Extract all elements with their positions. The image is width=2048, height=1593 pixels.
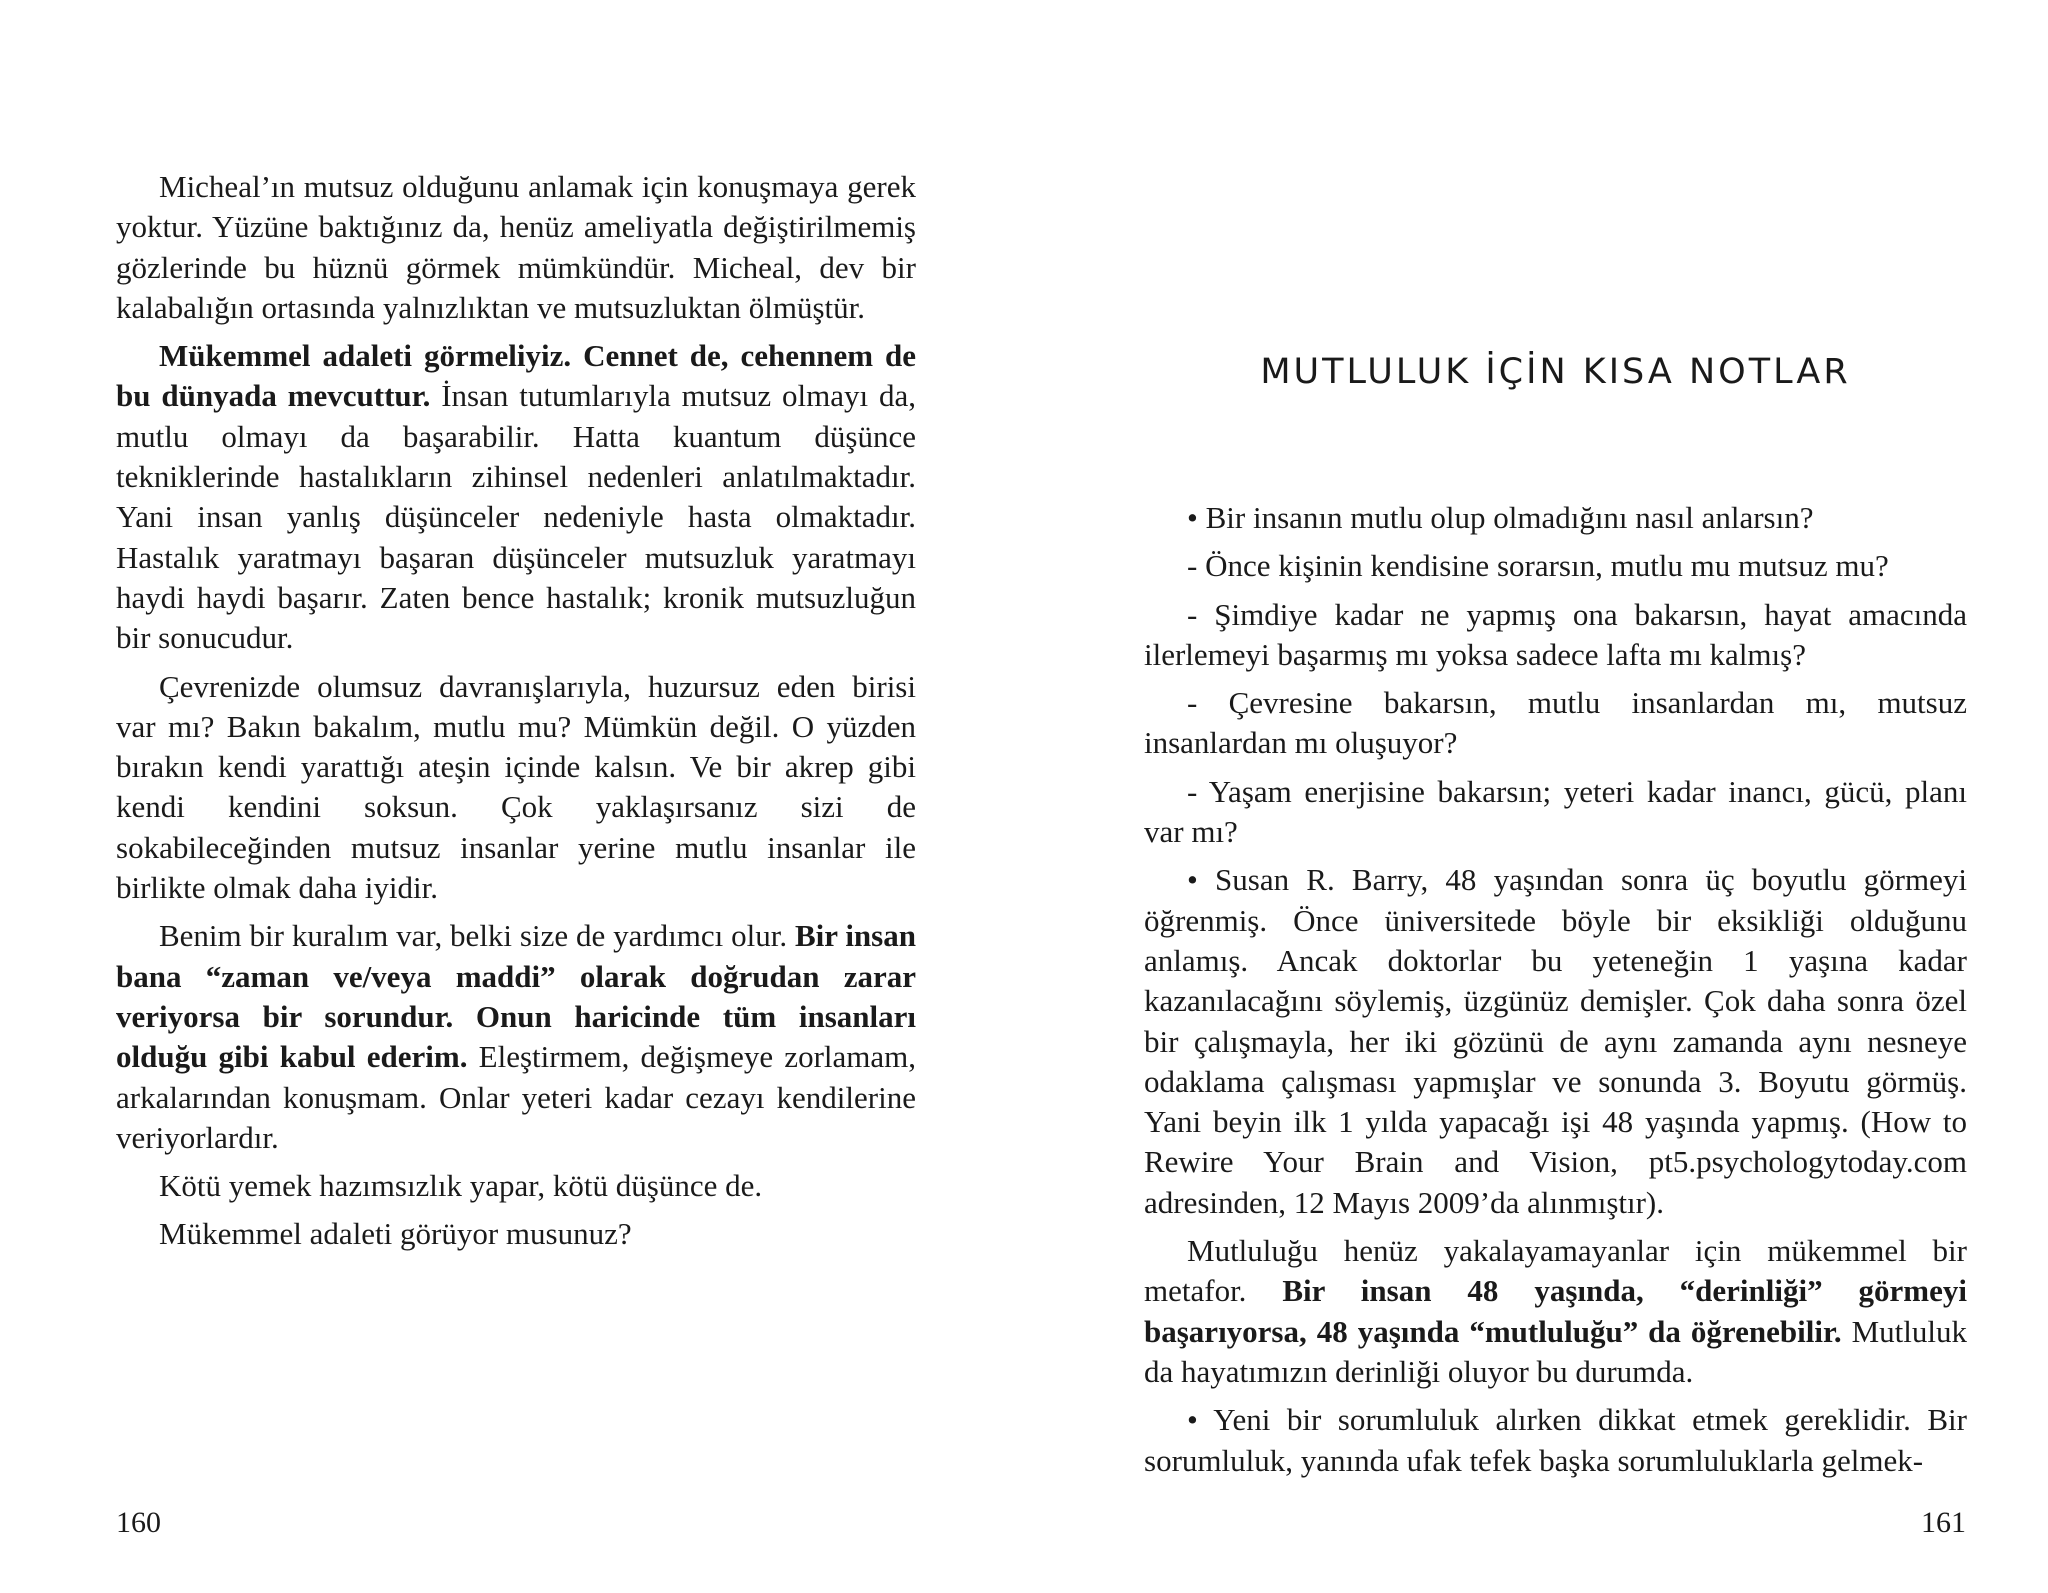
section-heading: MUTLULUK İÇİN KISA NOTLAR bbox=[1260, 352, 1851, 392]
right-page-body bbox=[1144, 498, 1967, 1489]
bold-text-run: Bir insan 48 yaşında, “derinliği” görmeyi başarıyorsa, 48 yaşında “mutluluğu” da öğrenebilir. bbox=[1144, 1273, 1967, 1349]
text-run: • Susan R. Barry, 48 yaşından sonra üç boyutlu görmeyi öğrenmiş. Önce üniversitede böyle bir eksikliği olduğunu anlamış. Ancak doktorlar bu yeteneğin 1 yaşına kadar kazanılacağını söylemiş, üzgünüz demişler. Çok daha sonra özel bir çalışmayla, her iki gözünü de aynı zamanda aynı nesneye odaklama çalışması yapmışlar ve sonunda 3. Boyutu görmüş. Yani beyin ilk 1 yılda yapacağı işi 48 yaşında yapmış. (How to Rewire Your Brain and Vision, pt5.psychologytoday.com adresinden, 12 Mayıs 2009’da alınmıştır). bbox=[1144, 862, 1967, 1220]
paragraph bbox=[1144, 498, 1967, 538]
text-run: Mükemmel adaleti görüyor musunuz? bbox=[159, 1216, 632, 1252]
paragraph bbox=[1144, 683, 1967, 764]
bold-text-run: Bir insan bana “zaman ve/veya maddi” olarak doğrudan zarar veriyorsa bir sorundur. Onun haricinde tüm insanları olduğu gibi kabul ederim. bbox=[116, 918, 916, 1075]
paragraph bbox=[116, 1214, 916, 1254]
text-run: • Yeni bir sorumluluk alırken dikkat etmek gereklidir. Bir sorumluluk, yanında ufak tefek başka sorumluluklarla gelmek- bbox=[1144, 1402, 1967, 1478]
paragraph bbox=[1144, 772, 1967, 853]
text-run: - Şimdiye kadar ne yapmış ona bakarsın, hayat amacında ilerlemeyi başarmış mı yoksa sadece lafta mı kalmış? bbox=[1144, 596, 1967, 672]
paragraph bbox=[116, 167, 916, 328]
left-page-body bbox=[116, 167, 916, 1263]
text-run: - Önce kişinin kendisine sorarsın, mutlu mu mutsuz mu? bbox=[1187, 548, 1889, 584]
text-run: Kötü yemek hazımsızlık yapar, kötü düşünce de. bbox=[159, 1168, 763, 1204]
paragraph bbox=[1144, 546, 1967, 586]
bold-text-run: Mükemmel adaleti görmeliyiz. Cennet de, cehennem de bu dünyada mevcuttur. bbox=[116, 338, 916, 414]
text-run: Mutluluk da hayatımızın derinliği oluyor bu durumda. bbox=[1144, 1313, 1967, 1389]
text-run: Çevrenizde olumsuz davranışlarıyla, huzursuz eden birisi var mı? Bakın bakalım, mutlu mu? Mümkün değil. O yüzden bırakın kendi yarattığı ateşin içinde kalsın. Ve bir akrep gibi kendi kendini soksun. Çok yaklaşırsanız sizi de sokabileceğinden mutsuz insanlar yerine mutlu insanlar ile birlikte olmak daha iyidir. bbox=[116, 668, 916, 906]
paragraph bbox=[1144, 1231, 1967, 1392]
page-number: 160 bbox=[116, 1506, 161, 1539]
paragraph bbox=[1144, 860, 1967, 1223]
paragraph bbox=[116, 1166, 916, 1206]
page-number: 161 bbox=[1921, 1506, 1966, 1539]
text-run: Micheal’ın mutsuz olduğunu anlamak için konuşmaya gerek yoktur. Yüzüne baktığınız da, henüz ameliyatla değiştirilmemiş gözlerinde bu hüznü görmek mümkündür. Micheal, dev bir kalabalığın ortasında yalnızlıktan ve mutsuzluktan ölmüştür. bbox=[116, 169, 916, 325]
text-run: Mutluluğu henüz yakalayamayanlar için mükemmel bir metafor. bbox=[1144, 1233, 1967, 1309]
paragraph bbox=[1144, 595, 1967, 676]
paragraph bbox=[116, 336, 916, 658]
paragraph bbox=[116, 667, 916, 909]
right-page bbox=[1024, 0, 2048, 1593]
paragraph bbox=[116, 916, 916, 1158]
text-run: Eleştirmem, değişmeye zorlamam, arkalarından konuşmam. Onlar yeteri kadar cezayı kendilerine veriyorlardır. bbox=[116, 1039, 916, 1155]
text-run: Benim bir kuralım var, belki size de yardımcı olur. bbox=[159, 918, 795, 954]
text-run: • Bir insanın mutlu olup olmadığını nasıl anlarsın? bbox=[1187, 500, 1814, 535]
text-run: İnsan tutumlarıyla mutsuz olmayı da, mutlu olmayı da başarabilir. Hatta kuantum düşünce tekniklerinde hastalıkların zihinsel nedenleri anlatılmaktadır. Yani insan yanlış düşünceler nedeniyle hasta olmaktadır. Hastalık yaratmayı başaran düşünceler mutsuzluk yaratmayı haydi haydi başarır. Zaten bence hastalık; kronik mutsuzluğun bir sonucudur. bbox=[116, 378, 917, 656]
text-run: - Yaşam enerjisine bakarsın; yeteri kadar inancı, gücü, planı var mı? bbox=[1144, 773, 1967, 850]
text-run: - Çevresine bakarsın, mutlu insanlardan mı, mutsuz insanlardan mı oluşuyor? bbox=[1144, 685, 1967, 761]
paragraph bbox=[1144, 1400, 1967, 1481]
